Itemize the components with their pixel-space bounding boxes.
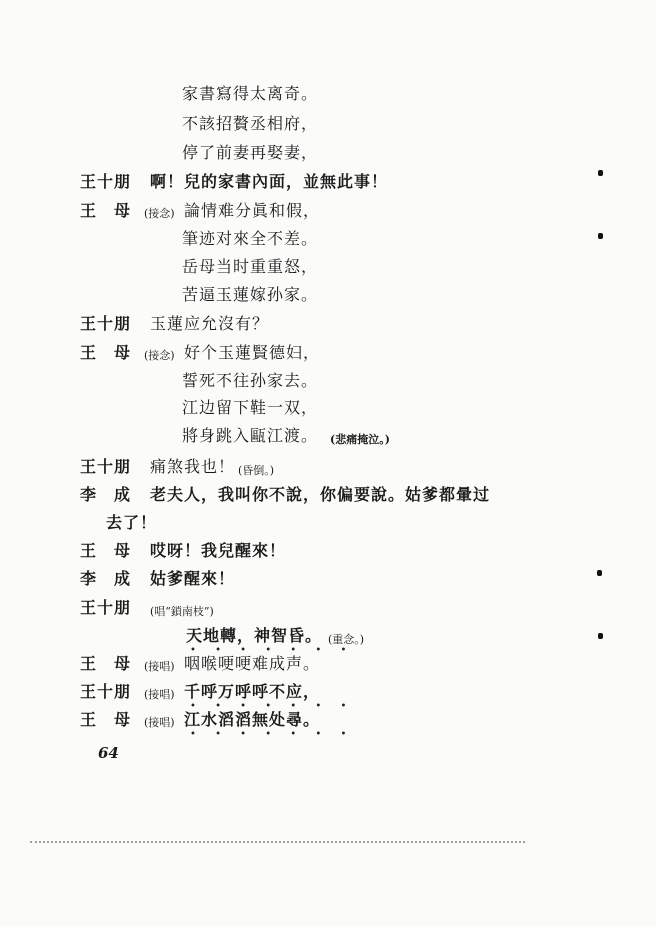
verse-line: 天地轉，神智昏。 [186, 626, 323, 645]
scan-mark [598, 170, 603, 176]
verse-line: 論情难分眞和假， [184, 201, 321, 220]
stage-note: (接念) [144, 349, 175, 362]
speaker-label: 王 母 [80, 654, 132, 673]
speaker-label: 王十朋 [80, 314, 132, 333]
dialogue-line: 老夫人，我叫你不說，你偏要說。姑爹都暈过 [150, 485, 491, 504]
speaker-label: 王 母 [80, 541, 132, 560]
scan-bleed-through [30, 841, 525, 847]
verse-line: 不該招贅丞相府， [182, 114, 319, 133]
verse-line: 千呼万呼呼不应， [184, 682, 321, 701]
dialogue-line: 姑爹醒來！ [150, 569, 236, 588]
speaker-label: 王 母 [80, 343, 132, 362]
stage-note: (接唱) [144, 688, 175, 701]
dialogue-line: 玉蓮应允沒有？ [150, 314, 270, 333]
stage-direction: (唱“鎖南枝”) [150, 605, 214, 618]
stage-direction: (昏倒。) [238, 464, 275, 477]
speaker-label: 王 母 [80, 710, 132, 729]
emphasis-dots: • • • • • • • [190, 729, 355, 740]
verse-line: 咽喉哽哽难成声。 [184, 654, 321, 673]
dialogue-continuation: 去了！ [106, 513, 158, 532]
verse-line: 好个玉蓮賢德妇， [184, 343, 321, 362]
speaker-label: 王十朋 [80, 457, 132, 476]
dialogue-line: 啊！兒的家書內面，並無此事！ [150, 172, 389, 191]
page-number: 64 [98, 744, 119, 762]
verse-line: 岳母当时重重怒， [182, 257, 319, 276]
verse-line: 停了前妻再娶妻， [182, 143, 319, 162]
verse-line: 誓死不往孙家去。 [182, 371, 319, 390]
verse-line: 苦逼玉蓮嫁孙家。 [182, 285, 319, 304]
verse-line: 筆迹对來全不差。 [182, 229, 319, 248]
scan-mark [598, 233, 603, 239]
emphasis-dots: • • • • • • • [190, 645, 355, 656]
emphasis-dots: • • • • • • • [190, 701, 355, 712]
dialogue-line: 哎呀！我兒醒來！ [150, 541, 287, 560]
verse-line: 江水滔滔無处尋。 [184, 710, 321, 729]
stage-note: (接念) [144, 207, 175, 220]
dialogue-line: 痛煞我也！ [150, 457, 236, 476]
scan-mark [598, 633, 603, 639]
speaker-label: 王十朋 [80, 682, 132, 701]
scan-mark [597, 570, 602, 576]
verse-line: 家書寫得太离奇。 [182, 84, 319, 103]
speaker-label: 王 母 [80, 201, 132, 220]
stage-direction: (重念。) [328, 633, 365, 646]
speaker-label: 王十朋 [80, 598, 132, 617]
stage-note: (接唱) [144, 660, 175, 673]
stage-note: (接唱) [144, 716, 175, 729]
verse-line: 將身跳入甌江渡。 [182, 426, 319, 445]
stage-direction: (悲痛掩泣。) [330, 433, 390, 446]
speaker-label: 李 成 [80, 569, 132, 588]
speaker-label: 李 成 [80, 485, 132, 504]
speaker-label: 王十朋 [80, 172, 132, 191]
verse-line: 江边留下鞋一双， [182, 398, 319, 417]
